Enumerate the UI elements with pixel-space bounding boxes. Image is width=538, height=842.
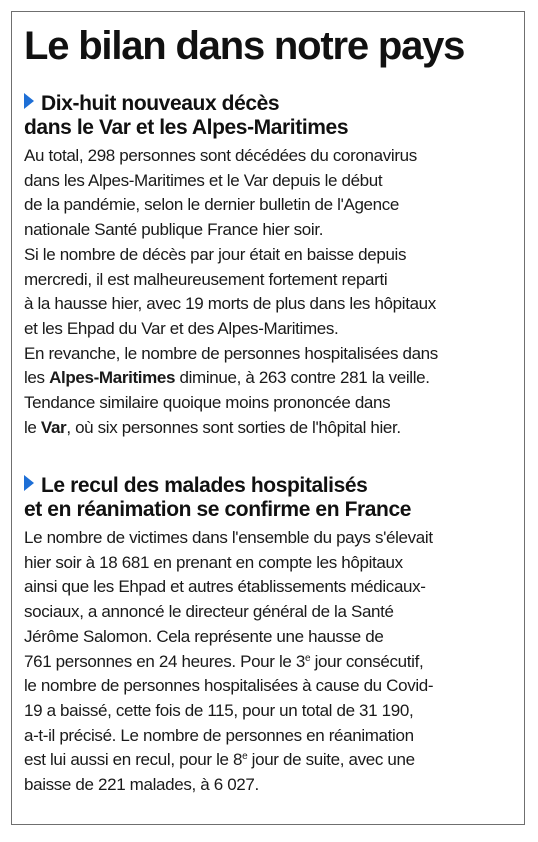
ordinal-superscript: e [242, 751, 248, 763]
article-box [11, 11, 525, 825]
text-fragment: les [24, 368, 50, 388]
text-line: dans les Alpes-Maritimes et le Var depuis le début [24, 170, 383, 190]
place-name-bold: Var [40, 417, 67, 437]
text-fragment: le [24, 417, 41, 437]
text-fragment: 761 personnes en 24 heures. Pour le 3 [24, 651, 305, 671]
text-fragment: , où six personnes sont sorties de l'hôpital hier. [66, 417, 401, 437]
ordinal-superscript: e [304, 652, 311, 664]
text-line: et les Ehpad du Var et des Alpes-Maritimes. [24, 318, 339, 338]
section2-heading-line1: Le recul des malades hospitalisés [41, 474, 368, 497]
section1-body [24, 144, 438, 440]
text-line: 19 a baissé, cette fois de 115, pour un total de 31 190, [24, 700, 414, 720]
section2-body [24, 526, 433, 798]
text-fragment: diminue, à 263 contre 281 la veille. [175, 368, 430, 388]
text-line: Jérôme Salomon. Cela représente une hausse de [24, 626, 384, 646]
text-line: baisse de 221 malades, à 6 027. [24, 775, 259, 795]
text-line [24, 416, 438, 441]
place-name-bold: Alpes-Maritimes [49, 368, 176, 388]
section1-heading [24, 92, 348, 140]
text-line: Au total, 298 personnes sont décédées du coronavirus [24, 146, 417, 165]
text-line [24, 366, 438, 391]
triangle-bullet-icon [24, 475, 34, 491]
text-line: ainsi que les Ehpad et autres établissements médicaux- [24, 577, 426, 597]
section1-heading-line2: dans le Var et les Alpes-Maritimes [24, 116, 349, 139]
text-line [24, 650, 433, 675]
text-line: Le nombre de victimes dans l'ensemble du pays s'élevait [24, 528, 433, 547]
section1-heading-line1: Dix-huit nouveaux décès [41, 92, 280, 115]
text-fragment: jour de suite, avec une [247, 750, 415, 770]
article-title: Le bilan dans notre pays [24, 24, 465, 68]
text-fragment: jour consécutif, [310, 651, 424, 671]
text-line: le nombre de personnes hospitalisées à cause du Covid- [24, 676, 434, 696]
section2-heading [24, 474, 411, 522]
text-line: nationale Santé publique France hier soir. [24, 220, 324, 240]
text-fragment: est lui aussi en recul, pour le 8 [24, 750, 243, 770]
text-line: Tendance similaire quoique moins prononcée dans [24, 393, 391, 413]
text-line: En revanche, le nombre de personnes hospitalisées dans [24, 343, 438, 363]
text-line: sociaux, a annoncé le directeur général de la Santé [24, 602, 394, 622]
text-line: hier soir à 18 681 en prenant en compte les hôpitaux [24, 552, 403, 572]
triangle-bullet-icon [24, 93, 34, 109]
text-line: Si le nombre de décès par jour était en baisse depuis [24, 244, 407, 264]
text-line: mercredi, il est malheureusement fortement reparti [24, 269, 388, 289]
section2-heading-line2: et en réanimation se confirme en France [24, 498, 412, 521]
text-line: a-t-il précisé. Le nombre de personnes en réanimation [24, 725, 414, 745]
text-line: de la pandémie, selon le dernier bulletin de l'Agence [24, 195, 400, 215]
text-line: à la hausse hier, avec 19 morts de plus dans les hôpitaux [24, 294, 436, 314]
text-line [24, 748, 433, 773]
